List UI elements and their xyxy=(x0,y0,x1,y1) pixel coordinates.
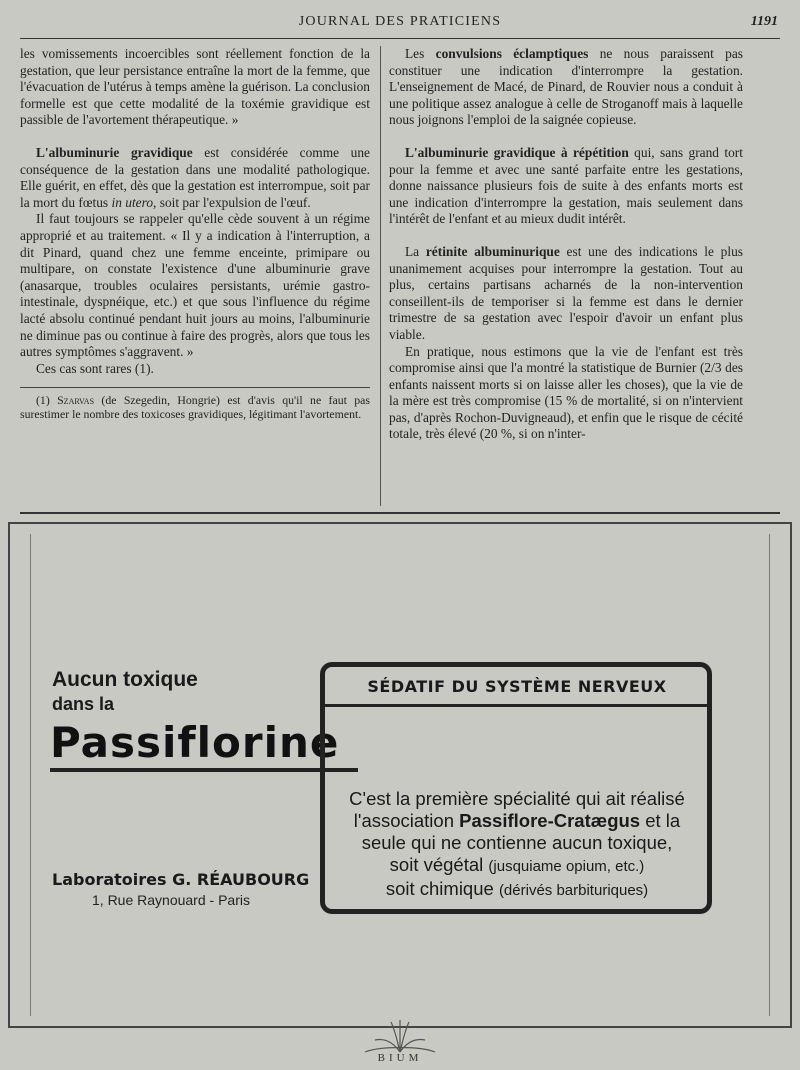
footnote-rule xyxy=(20,387,370,388)
left-paragraph-3: Il faut toujours se rappeler qu'elle cède souvent à un régime approprié et au traitement. « Il y a indication à l'interruption, a dit Pinard, quand chez une femme enceinte, primipare ou multipare, on constate l'existence d'une albuminurie grave (anasarque, troubles oculaires persistants, urémie gastro-intestinale, dyspnéique, etc.) et que sous l'influence du régime lacté absolu continué pendant huit jours au moins, l'albuminurie ne diminue pas ou continue à faire des progrès, alors que tous les autres symptômes s'aggravent. » xyxy=(20,211,370,360)
right-p1-bold: convulsions éclamptiques xyxy=(435,46,589,61)
ad-box-line-5-small: (dérivés barbituriques) xyxy=(498,882,649,899)
ad-box-line-2-b: et la xyxy=(640,810,681,831)
page-number: 1191 xyxy=(750,14,778,29)
right-p1-text-a: Les xyxy=(405,46,436,61)
ad-box-body xyxy=(330,788,704,902)
ad-box-line-2 xyxy=(330,810,704,832)
column-divider xyxy=(380,46,381,506)
ad-box-line-2-bold: Passiflore-Cratægus xyxy=(459,810,641,831)
ad-headline-2: dans la xyxy=(52,694,115,714)
left-p2-text-a: est considérée comme une conséquence de la gestation dans une modalité pathologique. Elle guérit, en effet, dès que la gestation est interrompue, soit par la mort du fœtus xyxy=(20,144,370,210)
right-p3-text-a: La xyxy=(405,243,426,259)
ad-laboratory-address: 1, Rue Raynouard - Paris xyxy=(92,892,250,908)
right-paragraph-2 xyxy=(389,145,743,228)
right-column xyxy=(389,46,743,443)
page-header xyxy=(20,10,780,39)
footnote xyxy=(20,394,370,421)
bium-logo-text: BIUM xyxy=(377,1052,423,1064)
right-p2-text: qui, sans grand tort pour la femme et avec une santé parfaite entre les gestations, donne naissance plusieurs fois de suite à des enfants morts est une indication d'interrompre la gestation, mais seulement dans l'intérêt de l'enfant et au mieux dudit intérêt. xyxy=(389,144,743,227)
left-column xyxy=(20,46,370,421)
right-paragraph-4: En pratique, nous estimons que la vie de l'enfant est très compromise ainsi que l'a montré la statistique de Burnier (2/3 des enfants naissent morts si on laisse aller les choses), que la vie de la mère est très compromise (15 % de mortalité, si on n'intervient pas, d'après Rochon-Duvigneaud), et enfin que le risque de cécité totale, très élevé (20 %, si on n'inter- xyxy=(389,343,743,442)
right-p2-bold: L'albuminurie gravidique à répétition xyxy=(405,144,629,160)
left-paragraph-2 xyxy=(20,145,370,211)
ad-box-line-4 xyxy=(330,854,704,878)
footnote-text: (de Szegedin, Hongrie) est d'avis qu'il ne faut pas surestimer le nombre des toxicoses gravidiques, légitimant l'avortement. xyxy=(20,393,370,421)
right-paragraph-3 xyxy=(389,244,743,344)
ad-brand-name: Passiflorine xyxy=(50,718,340,767)
ad-box-line-1: C'est la première spécialité qui ait réalisé xyxy=(349,788,685,809)
journal-title: JOURNAL DES PRATICIENS xyxy=(298,14,502,29)
left-paragraph-1: les vomissements incoercibles sont réellement fonction de la gestation, que leur persistance entraîne la mort de la femme, que l'évacuation de l'utérus à temps amène la guérison. La conclusion formelle est que cette modalité de la toxémie gravidique est passible de l'avortement thérapeutique. » xyxy=(20,46,370,128)
footnote-author: Szarvas xyxy=(57,393,95,408)
right-p3-text-b: est une des indications le plus unanimement acquises pour interrompre la gestation. Tout au plus, certains partisans acharnés de la non-intervention conseillent-ils de temporiser si la femme est dans le dernier trimestre de sa gestation avec l'espoir d'avoir un enfant plus viable. xyxy=(389,243,743,342)
ad-box-line-2-a: l'association xyxy=(353,810,460,831)
left-p2-bold: L'albuminurie gravidique xyxy=(36,144,193,160)
ad-box-line-4-a: soit végétal xyxy=(389,854,489,875)
ad-box-title: SÉDATIF DU SYSTÈME NERVEUX xyxy=(367,677,667,696)
right-p3-bold: rétinite albuminurique xyxy=(425,243,560,259)
ad-box-title-rule xyxy=(320,704,712,707)
footnote-marker: (1) xyxy=(36,393,58,408)
left-p2-italic: in utero xyxy=(111,194,154,210)
text-bottom-rule xyxy=(20,512,780,514)
right-paragraph-1 xyxy=(389,46,743,129)
ad-box-line-4-small: (jusquiame opium, etc.) xyxy=(488,858,645,875)
right-p1-text-b: ne nous paraissent pas constituer une indication d'interrompre la gestation. L'enseignement de Macé, de Pinard, de Rouvier nous a conduit à une politique assez analogue à celle de Stroganoff mais à laquelle nous joignons l'emploi de la saignée copieuse. xyxy=(389,46,744,128)
ad-box-line-5 xyxy=(330,878,704,902)
ad-laboratory-name: Laboratoires G. RÉAUBOURG xyxy=(52,870,310,889)
ad-brand-underline xyxy=(50,768,358,772)
ad-headline-1: Aucun toxique xyxy=(52,668,198,691)
left-p2-text-b: , soit par l'expulsion de l'œuf. xyxy=(153,194,311,210)
ad-box-line-3: seule qui ne contienne aucun toxique, xyxy=(361,832,673,853)
left-paragraph-4: Ces cas sont rares (1). xyxy=(36,360,154,376)
ad-box-line-5-a: soit chimique xyxy=(385,878,499,899)
